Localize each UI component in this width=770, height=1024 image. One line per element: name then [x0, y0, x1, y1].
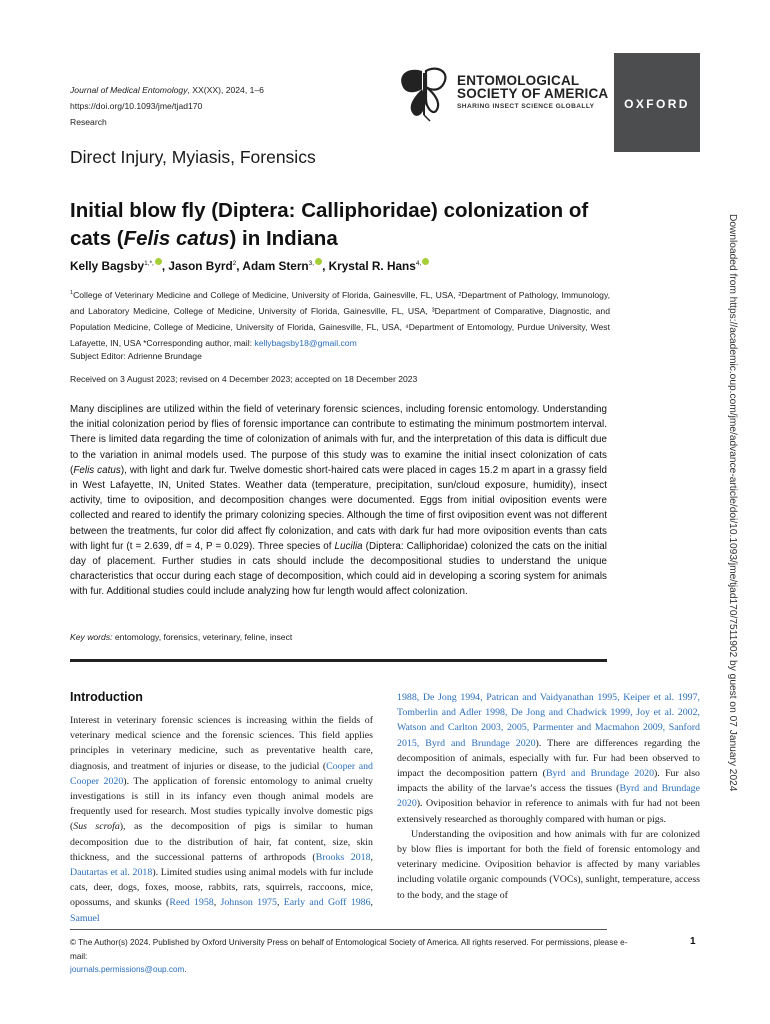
- citation-link[interactable]: Reed 1958: [169, 897, 214, 909]
- society-tagline: SHARING INSECT SCIENCE GLOBALLY: [457, 103, 595, 110]
- page-number: 1: [690, 936, 696, 947]
- section-heading: Direct Injury, Myiasis, Forensics: [70, 147, 316, 167]
- society-name: ENTOMOLOGICAL SOCIETY OF AMERICA: [457, 73, 609, 101]
- doi-link[interactable]: https://doi.org/10.1093/jme/tjad170: [70, 101, 203, 111]
- citation-link[interactable]: Dautartas et al. 2018: [70, 867, 153, 879]
- affiliations: $^1$College of Veterinary Medicine and College of Medicine, University of Florida, Gainesville, FL, USA, ²Department of Pathology, Immunology, and Laboratory Medicine, College of Medicine, University of Florida, Gainesville, FL, USA, ³Department of Comparative, Diagnostic, and Population Medicine, College of Medicine, University of Florida, Gainesville, FL, USA, ⁴Department of Entomology, Purdue University, West Lafayette, IN, USA *Corresponding author, mail: kellybagsby18@gmail.com: [70, 289, 610, 348]
- orcid-icon[interactable]: [422, 258, 429, 265]
- keywords: Key words: entomology, forensics, veterinary, feline, insect: [70, 632, 293, 642]
- divider: [70, 659, 607, 662]
- citation-link[interactable]: 1988, De Jong 1994, Patrican and Vaidyanathan 1995, Keiper et al. 1997, Tomberlin and Adler 1998, De Jong and Chadwick 1999, Joy et al. 2002, Watson and Carlton 2003, 2005, Parmenter and Macmahon 2009, Sanford 2015, Byrd and Brundage 2020: [397, 692, 700, 749]
- body-column-right: 1988, De Jong 1994, Patrican and Vaidyanathan 1995, Keiper et al. 1997, Tomberlin and Adler 1998, De Jong and Chadwick 1999, Joy et al. 2002, Watson and Carlton 2003, 2005, Parmenter and Macmahon 2009, Sanford 2015, Byrd and Brundage 2020). There are differences regarding the decomposition of animals, especially with fur. Fur had been observed to impact the decomposition pattern (Byrd and Brundage 2020). Fur also impacts the ability of the larvae’s access the tissues (Byrd and Brundage 2020). Oviposition behavior in reference to animals with fur had not been extensively researched as thoroughly compared with human or pigs. Understanding the oviposition and how animals with fur are colonized by blow flies is important for both the field of forensic entomology and veterinary medicine. Oviposition behavior is affected by many variables including volatile organic compounds (VOCs), sunlight, temperature, access to the body, and the stage of: [397, 690, 700, 903]
- author-name[interactable]: Adam Stern: [242, 258, 309, 273]
- received-dates: Received on 3 August 2023; revised on 4 December 2023; accepted on 18 December 2023: [70, 374, 418, 384]
- citation-link[interactable]: Cooper and Cooper 2020: [70, 760, 373, 787]
- citation-link[interactable]: Early and Goff 1986: [283, 897, 371, 909]
- corresponding-email-link[interactable]: kellybagsby18@gmail.com: [254, 337, 357, 348]
- download-watermark: Downloaded from https://academic.oup.com/jme/advance-article/doi/10.1093/jme/tjad170/7511902 by guest on 07 January 2024: [727, 214, 738, 792]
- author-name[interactable]: Kelly Bagsby: [70, 258, 145, 273]
- permissions-email-link[interactable]: journals.permissions@oup.com: [70, 965, 185, 974]
- citation-link[interactable]: Byrd and Brundage 2020: [397, 783, 700, 810]
- subject-editor: Subject Editor: Adrienne Brundage: [70, 351, 202, 361]
- body-column-left: Interest in veterinary forensic sciences is increasing within the fields of veterinary medical science and the forensic sciences. This field applies principles in veterinary medicine, such as preventative health care, diagnosis, and treatment of injuries or disease, to the judicial (Cooper and Cooper 2020). The application of forensic entomology to animal cruelty investigations is still in its infancy even though animal models are frequently used for research. Most studies typically involve domestic pigs (Sus scrofa), as the decomposition of pigs is similar to human decomposition due to the distribution of hair, fat content, size, skin thickness, and the successional patterns of arthropods (Brooks 2018, Dautartas et al. 2018). Limited studies using animal models with fur include cats, deer, dogs, foxes, moose, rabbits, rats, squirrels, raccoons, mice, opossums, and skunks (Reed 1958, Johnson 1975, Early and Goff 1986, Samuel: [70, 715, 374, 924]
- footer-divider: [70, 929, 607, 930]
- citation-link[interactable]: Johnson 1975: [220, 897, 277, 909]
- oxford-logo: OXFORD: [614, 53, 700, 152]
- journal-citation: , XX(XX), 2024, 1–6: [187, 85, 264, 95]
- citation-link[interactable]: Samuel: [70, 912, 100, 924]
- article-type: Research: [70, 117, 107, 127]
- paragraph: Understanding the oviposition and how animals with fur are colonized by blow flies is important for both the field of forensic entomology and veterinary medicine. Oviposition behavior is affected by many variables including volatile organic compounds (VOCs), sunlight, temperature, access to the body, and the stage of: [397, 828, 700, 901]
- author-list: Kelly Bagsby$^{1,*,}$ , Jason Byrd$^2$, Adam Stern$^{3,}$ , Krystal R. Hans$^{4,}$: [70, 258, 429, 273]
- introduction-heading: Introduction: [70, 690, 143, 704]
- citation-link[interactable]: Byrd and Brundage 2020: [545, 768, 655, 780]
- article-title: Initial blow fly (Diptera: Calliphoridae) colonization of cats (Felis catus) in Indiana: [70, 199, 589, 250]
- orcid-icon[interactable]: [315, 258, 322, 265]
- author-name[interactable]: Jason Byrd: [168, 258, 233, 273]
- citation-link[interactable]: Brooks 2018: [315, 851, 371, 863]
- journal-meta: [70, 82, 264, 130]
- orcid-icon[interactable]: [155, 258, 162, 265]
- author-name[interactable]: Krystal R. Hans: [328, 258, 416, 273]
- journal-name: Journal of Medical Entomology: [70, 85, 188, 95]
- abstract: Many disciplines are utilized within the field of veterinary forensic sciences, including forensic entomology. Understanding the initial colonization period by flies of forensic importance can contribute to estimating the minimum postmortem interval. There is limited data regarding the time of colonization of animals with fur, and the interpretation of this data is difficult due to the variation in animal models used. The purpose of this study was to examine the initial insect colonization of cats (Felis catus), with light and dark fur. Twelve domestic short-haired cats were placed in cages 15.2 m apart in a grassy field in West Lafayette, IN, United States. Weather data (temperature, precipitation, sun/cloud exposure, humidity), insect activity, time to oviposition, and decomposition changes were documented. Eggs from initial oviposition events were collected and reared to identify the primary colonizing species. Although the time of first oviposition event was not different between the treatments, fur color did affect fly colonization, and cats with dark fur had more oviposition events than cats with light fur (t = 2.639, df = 4, P = 0.029). Three species of Lucilia (Diptera: Calliphoridae) colonized the cats on the initial day of placement. Further studies in cats should include the decompositional studies to understand the unique characteristics that occur during each stage of decomposition, which could aid in developing a scoring system for animals with fur. Additional studies could include analyzing how fur length would affect colonization.: [70, 404, 608, 598]
- copyright-footer: © The Author(s) 2024. Published by Oxford University Press on behalf of Entomological Society of America. All rights reserved. For permissions, please e-mail: journals.permissions@oup.com.: [70, 938, 628, 974]
